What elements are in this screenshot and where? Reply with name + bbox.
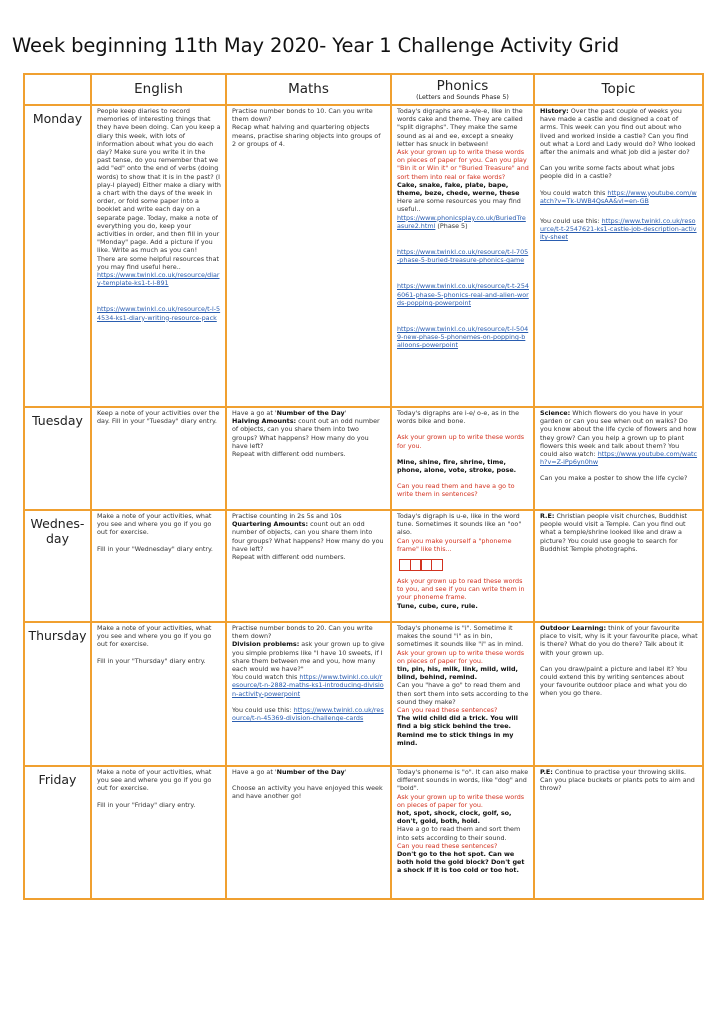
day-thursday: Thursday [24,622,91,766]
monday-topic-link1[interactable]: https://www.youtube.com/watch?v=Tk-UWB4QsAA&vl=en-GB [540,188,697,205]
tuesday-topic-text2: Can you make a poster to show the life cycle? [540,474,688,483]
friday-english [91,766,226,899]
thursday-phonics [391,622,534,766]
wednesday-phonics-words: Tune, cube, cure, rule. [397,601,478,610]
monday-phonics-link2[interactable]: https://www.twinkl.co.uk/resource/t-l-705-phase-5-buried-treasure-phonics-game [397,248,529,265]
row-thursday [24,622,703,766]
tuesday-phonics-words: Mine, shine, fire, shrine, time, phone, alone, vote, stroke, pose. [397,457,517,475]
monday-english-link1[interactable]: https://www.twinkl.co.uk/resource/diary-template-ks1-t-l-891 [97,271,220,288]
tuesday-maths-text2: Repeat with different odd numbers. [232,450,346,459]
friday-maths-pre: Have a go at ' [232,768,277,776]
friday-phonics [391,766,534,899]
friday-phonics-instruction: Ask your grown up to write these words on pieces of paper for you. [397,792,525,809]
tuesday-maths-pre: Have a go at ' [232,409,277,417]
day-monday: Monday [24,105,91,407]
friday-topic [534,766,703,899]
monday-phonics-words: Cake, snake, fake, plate, bape, theme, beze, chede, werne, these [397,180,520,198]
wednesday-maths [226,510,391,622]
thursday-topic-text: think of your favourite place to visit, why is it your favourite place, what is there? What do you do there? Talk about it with your grown up. [540,624,698,657]
friday-topic-text: Continue to practise your throwing skills. Can you place buckets or plants pots to aim and throw? [540,768,695,793]
monday-topic-text3: You could watch this [540,188,606,197]
monday-phonics-link4[interactable]: https://www.twinkl.co.uk/resource/t-l-5049-new-phase-5-phonemes-on-popping-balloons-powerpoint [397,325,529,350]
thursday-maths-text4: You could use this: [232,705,292,714]
thursday-english-text2: Fill in your "Thursday" diary entry. [97,656,206,665]
row-wednesday [24,510,703,622]
activity-grid [23,73,704,900]
friday-phonics-words: hot, spot, shock, clock, golf, so, don't, gold, both, hold. [397,809,512,826]
wednesday-topic-text: Christian people visit churches, Buddhist people would visit a Temple. Can you find out what a temple/shrine looked like and draw a picture? You could use google to search for Buddhist Temple photographs. [540,512,688,553]
header-phonics [391,74,534,105]
wednesday-phonics-text: Today's digraph is u-e, like in the word tune. Sometimes it sounds like an "oo" also. [397,512,522,537]
thursday-maths-text3: You could watch this [232,673,298,682]
thursday-phonics-text: Today's phoneme is "i". Sometime it makes the sound "i" as in bin, sometimes it sounds like "i" as in mind. [397,624,524,649]
thursday-topic-label: Outdoor Learning: [540,624,607,632]
tuesday-topic [534,407,703,510]
header-phonics-subtitle: (Letters and Sounds Phase 5) [416,93,509,101]
tuesday-topic-label: Science: [540,409,571,417]
friday-phonics-text: Today's phoneme is "o". It can also make different sounds in words, like "dog" and "bold". [397,768,529,793]
monday-maths-text2: Recap what halving and quartering objects means, practise sharing objects into groups of 2 or groups of 4. [232,123,381,148]
tuesday-maths-post: ' [344,409,347,417]
monday-phonics-link1[interactable]: https://www.phonicsplay.co.uk/BuriedTreasure2.html [397,213,526,230]
header-maths: Maths [226,74,391,105]
wednesday-phonics-instruction: Can you make yourself a "phoneme frame" like this... [397,536,512,553]
tuesday-maths-text: count out an odd number of objects, can you share them into two groups? What happens? How many do you have left? [232,417,380,450]
monday-phonics-text2: Here are some resources you may find useful.. [397,197,521,214]
wednesday-topic [534,510,703,622]
header-english: English [91,74,226,105]
monday-phonics [391,105,534,407]
thursday-phonics-text2: Can you "have a go" to read them and then sort them into sets according to the sound they make? [397,681,529,706]
thursday-phonics-sentences: The wild child did a trick. You will find a big stick behind the tree. Remind me to stick things in my mind. [397,714,518,747]
friday-english-text2: Fill in your "Friday" diary entry. [97,800,196,809]
tuesday-topic-link1[interactable]: https://www.youtube.com/watch?v=Z-iPp6yn0hw [540,450,698,467]
wednesday-english-text: Make a note of your activities, what you see and where you go if you go out for exercise. [97,512,212,537]
page-title: Week beginning 11th May 2020- Year 1 Challenge Activity Grid [12,34,620,57]
monday-english-text: People keep diaries to record memories of interesting things that they have been doing. Can you keep a diary this week, with lots of information about what you do each day? Make sure you write it in the past tense, do you remember that we add "ed" onto the end of verbs (doing words) to show that it is in the past? (I play-I played) Either make a diary with a chart with the days of the week in order, or fold some paper into a booklet and write each day on a separate page. Today, make a note of everything you do, keep your activities in order, and then fill in your "Monday" page. Add a picture if you like. Write as much as you can! [97,107,221,255]
friday-maths [226,766,391,899]
wednesday-maths-label: Quartering Amounts: [232,520,309,529]
friday-maths-text: Choose an activity you have enjoyed this week and have another go! [232,784,383,801]
tuesday-phonics [391,407,534,510]
tuesday-maths [226,407,391,510]
thursday-phonics-instruction2: Can you read these sentences? [397,706,498,715]
thursday-topic [534,622,703,766]
wednesday-topic-label: R.E: [540,512,555,520]
tuesday-phonics-text: Today's digraphs are i-e/ o-e, as in the words bike and bone. [397,409,520,426]
thursday-maths-label: Division problems: [232,640,300,649]
row-monday [24,105,703,407]
wednesday-english [91,510,226,622]
monday-maths-text: Practise number bonds to 10. Can you write them down? [232,107,373,124]
monday-topic-text2: Can you write some facts about what jobs people did in a castle? [540,164,675,181]
row-friday [24,766,703,899]
thursday-maths-link2[interactable]: https://www.twinkl.co.uk/resource/t-n-45369-division-challenge-cards [232,705,384,723]
monday-topic-label: History: [540,107,569,115]
wednesday-maths-text3: Repeat with different odd numbers. [232,553,346,562]
wednesday-phonics [391,510,534,622]
friday-topic-label: P.E: [540,768,553,776]
monday-phonics-instruction: Ask your grown up to write these words on pieces of paper for you. Can you play "Bin it or Win it" or "Buried Treasure" and sort them into real or fake words? [397,148,529,181]
monday-topic-link2[interactable]: https://www.twinkl.co.uk/resource/t-t-2547621-ks1-castle-job-description-activity-sheet [540,217,697,242]
thursday-phonics-words: tin, pin, his, milk, link, mild, wild, blind, behind, remind. [397,665,518,682]
thursday-english-text: Make a note of your activities, what you see and where you go if you go out for exercise. [97,624,212,649]
tuesday-maths-label: Halving Amounts: [232,417,297,426]
monday-english-text2: There are some helpful resources that you may find useful here.. [97,254,220,271]
monday-english-link2[interactable]: https://www.twinkl.co.uk/resource/t-l-54534-ks1-diary-writing-resource-pack [97,305,221,322]
monday-topic [534,105,703,407]
tuesday-phonics-instruction2: Can you read them and have a go to write them in sentences? [397,482,515,499]
thursday-maths-link1[interactable]: https://www.twinkl.co.uk/resource/t-n-2882-maths-ks1-introducing-division-activity-powerpoint [232,673,384,698]
monday-english [91,105,226,407]
tuesday-topic-text: Which flowers do you have in your garden or can you see when out on walks? Do you know about the life cycle of flowers and how they grow? Can you help a grown up to plant flowers this week and talk about them? You could also watch: [540,409,697,459]
tuesday-english-text: Keep a note of your activities over the day. Fill in your "Tuesday" diary entry. [97,409,220,426]
monday-maths [226,105,391,407]
row-tuesday [24,407,703,510]
monday-phonics-text: Today's digraphs are a-e/e-e, like in the words cake and theme. They are called "split digraphs". They make the same sound as ai and ee, except a sneaky letter has snuck in between! [397,107,523,148]
friday-maths-number-of-day: Number of the Day [276,768,345,776]
monday-topic-text: Over the past couple of weeks you have made a castle and designed a coat of arms. This week can you find out about who lived and worked inside a castle? Can you find out what a Lord and Lady would do? Who looked after the animals and what job did a jester do? [540,107,696,157]
tuesday-maths-number-of-day: Number of the Day [276,409,345,417]
friday-phonics-instruction2: Can you read these sentences? [397,841,498,850]
thursday-maths-text: Practise number bonds to 20. Can you write them down? [232,624,373,641]
tuesday-english [91,407,226,510]
thursday-topic-text2: Can you draw/paint a picture and label it? You could extend this by writing sentences about your favourite outdoor place and what you do when you go there. [540,664,688,698]
day-friday: Friday [24,766,91,899]
header-row [24,74,703,105]
header-phonics-label: Phonics [436,77,489,94]
wednesday-english-text2: Fill in your "Wednesday" diary entry. [97,544,213,553]
day-wednesday: Wednes-day [24,510,91,622]
header-topic: Topic [534,74,703,105]
tuesday-phonics-instruction: Ask your grown up to write these words for you. [397,433,525,450]
phoneme-frame [399,559,529,571]
friday-english-text: Make a note of your activities, what you see and where you go if you go out for exercise. [97,768,212,793]
friday-phonics-text2: Have a go to read them and sort them into sets according to their sound. [397,825,521,842]
thursday-phonics-instruction: Ask your grown up to write these words on pieces of paper for you. [397,648,525,665]
monday-topic-text4: You could use this: [540,217,600,226]
day-tuesday: Tuesday [24,407,91,510]
thursday-maths-text2: ask your grown up to give you simple problems like "I have 10 sweets, if I share them between me and you, how many each would we have?" [232,640,385,674]
wednesday-phonics-instruction2: Ask your grown up to read these words to you, and see if you can write them in your phoneme frame. [397,577,525,602]
wednesday-maths-text2: count out an odd number of objects, can you share them into four groups? What happens? How many do you have left? [232,520,384,553]
wednesday-maths-text: Practise counting in 2s 5s and 10s [232,512,342,520]
monday-phonics-link3[interactable]: https://www.twinkl.co.uk/resource/t-t-2546061-phase-5-phonics-real-and-alien-words-popping-powerpoint [397,282,529,307]
monday-phonics-link1-note: (Phase 5) [437,221,468,230]
thursday-english [91,622,226,766]
corner-cell [24,74,91,105]
friday-maths-post: ' [344,768,347,776]
thursday-maths [226,622,391,766]
friday-phonics-sentences: Don't go to the hot spot. Can we both hold the gold block? Don't get a shock if it is too cold or too hot. [397,850,525,875]
